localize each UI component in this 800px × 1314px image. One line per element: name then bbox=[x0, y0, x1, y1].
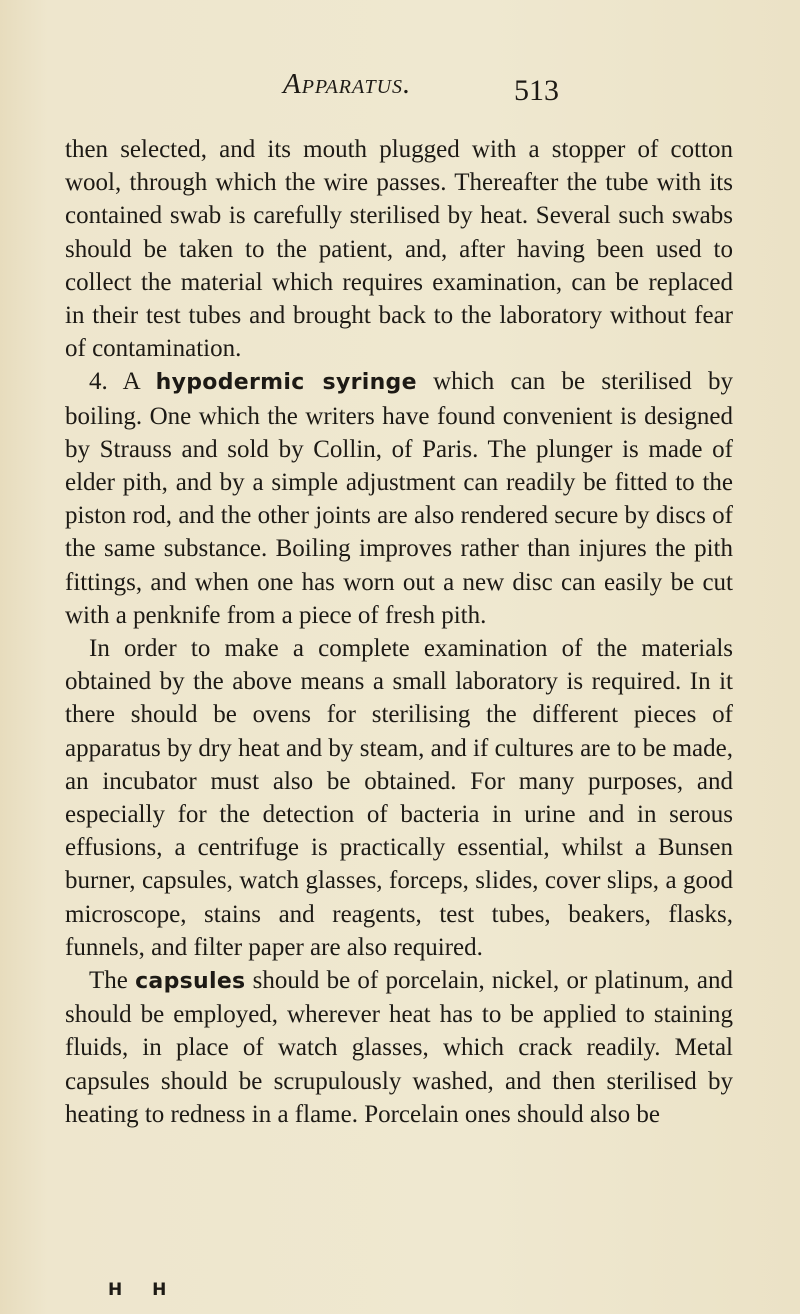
paragraph-lead: The bbox=[89, 967, 136, 995]
paragraph-laboratory bbox=[65, 632, 733, 964]
paragraph-text: which can be sterilised by boiling. One which the writers have found convenient is designed by Strauss and sold by Collin, of Paris. The plunger is made of elder pith, and by a simple adjustment can readily be fitted to the piston rod, and the other joints are also rendered secure by discs of the same substance. Boiling improves rather than injures the pith fittings, and when one has worn out a new disc can easily be cut with a penknife from a piece of fresh pith. bbox=[65, 368, 733, 629]
paragraph-text: then selected, and its mouth plugged with a stopper of cotton wool, through which the wire passes. Thereafter the tube with its contained swab is carefully sterilised by heat. Several such swabs should be taken to the patient, and, after having been used to collect the material which requires examination, can be replaced in their test tubes and brought back to the laboratory without fear of contamination. bbox=[65, 136, 733, 363]
bold-term-hypodermic-syringe: hypodermic syringe bbox=[155, 370, 417, 396]
paragraph-lead: 4. A bbox=[89, 368, 156, 396]
page-header bbox=[0, 68, 800, 108]
paragraph-text: should be of porcelain, nickel, or platinum, and should be employed, wherever heat has to be applied to staining fluids, in place of watch glasses, which crack readily. Metal capsules should be scrupulously washed, and then sterilised by heating to redness in a flame. Porcelain ones should also be bbox=[65, 967, 733, 1128]
paragraph-text: In order to make a complete examination of the materials obtained by the above means a small laboratory is required. In it there should be ovens for sterilising the different pieces of apparatus by dry heat and by steam, and if cultures are to be made, an incubator must also be obtained. For many purposes, and especially for the detection of bacteria in urine and in serous effusions, a centrifuge is practically essential, whilst a Bunsen burner, capsules, watch glasses, forceps, slides, cover slips, a good microscope, stains and reagents, test tubes, beakers, flasks, funnels, and filter paper are also required. bbox=[65, 635, 733, 961]
body-text bbox=[65, 133, 733, 1131]
signature-mark: H H bbox=[108, 1280, 179, 1300]
bold-term-capsules: capsules bbox=[135, 969, 246, 995]
paragraph-continued bbox=[65, 133, 733, 365]
paragraph-hypodermic-syringe bbox=[65, 365, 733, 632]
paragraph-capsules bbox=[65, 964, 733, 1131]
page-number: 513 bbox=[514, 74, 559, 107]
running-title: Apparatus. bbox=[283, 68, 412, 100]
